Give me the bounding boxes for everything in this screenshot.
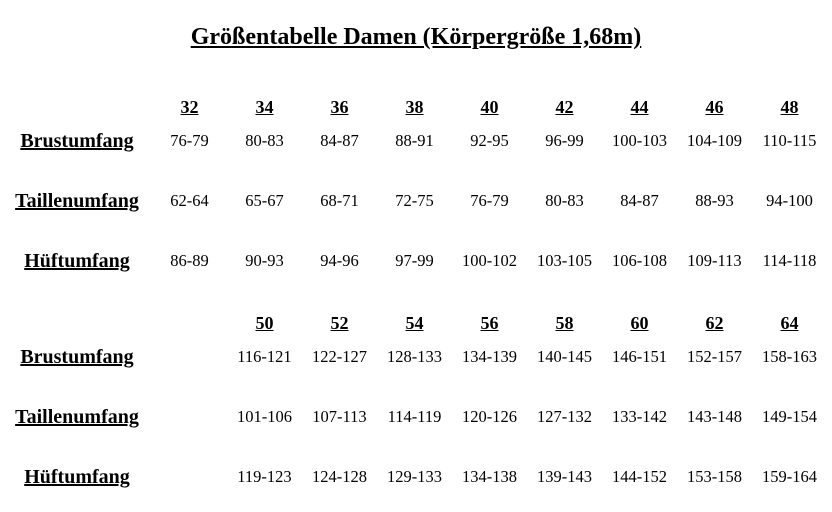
size-value: 84-87 [620,191,659,210]
size-value: 88-91 [395,131,434,150]
size-value: 92-95 [470,131,509,150]
row-label: Hüftumfang [24,465,130,488]
size-value: 153-158 [687,467,742,486]
size-value: 114-118 [762,251,817,270]
size-value: 146-151 [612,347,667,366]
size-header: 50 [255,312,274,333]
size-value: 116-121 [237,347,292,366]
size-value: 96-99 [545,131,584,150]
size-value: 119-123 [237,467,292,486]
size-value: 88-93 [695,191,734,210]
size-value: 144-152 [612,467,667,486]
size-value: 94-100 [766,191,813,210]
size-value: 129-133 [387,467,442,486]
size-value: 159-164 [762,467,817,486]
size-value: 139-143 [537,467,592,486]
row-label: Taillenumfang [15,189,139,212]
size-header-row-2 [2,310,832,336]
table-row-taillenumfang-1 [2,188,832,214]
row-label: Brustumfang [20,345,134,368]
size-value: 84-87 [320,131,359,150]
size-header: 34 [255,96,274,117]
size-header: 58 [555,312,574,333]
table-row-brustumfang-1 [2,128,832,154]
size-value: 80-83 [245,131,284,150]
size-value: 122-127 [312,347,367,366]
size-value: 68-71 [320,191,359,210]
size-value: 106-108 [612,251,667,270]
size-value: 134-138 [462,467,517,486]
size-value: 128-133 [387,347,442,366]
row-label: Taillenumfang [15,405,139,428]
size-header: 44 [630,96,649,117]
size-value: 103-105 [537,251,592,270]
size-value: 143-148 [687,407,742,426]
size-value: 114-119 [387,407,442,426]
size-value: 109-113 [687,251,742,270]
size-header: 60 [630,312,649,333]
size-value: 152-157 [687,347,742,366]
size-value: 100-103 [612,131,667,150]
size-header-row-1 [2,94,832,120]
size-value: 140-145 [537,347,592,366]
size-value: 110-115 [762,131,817,150]
size-value: 104-109 [687,131,742,150]
size-header: 64 [780,312,799,333]
size-header: 54 [405,312,424,333]
size-header: 56 [480,312,499,333]
size-value: 72-75 [395,191,434,210]
size-header: 32 [180,96,199,117]
table-row-taillenumfang-2 [2,404,832,430]
size-value: 62-64 [170,191,209,210]
size-table [2,94,832,490]
size-header: 62 [705,312,724,333]
size-value: 76-79 [170,131,209,150]
row-label: Hüftumfang [24,249,130,272]
size-value: 100-102 [462,251,517,270]
size-value: 134-139 [462,347,517,366]
row-label: Brustumfang [20,129,134,152]
table-row-hueftumfang-1 [2,248,832,274]
size-value: 101-106 [237,407,292,426]
size-header: 52 [330,312,349,333]
size-value: 120-126 [462,407,517,426]
size-header: 40 [480,96,499,117]
size-value: 80-83 [545,191,584,210]
size-value: 86-89 [170,251,209,270]
size-value: 107-113 [312,407,367,426]
size-header: 48 [780,96,799,117]
size-value: 94-96 [320,251,359,270]
table-row-hueftumfang-2 [2,464,832,490]
size-header: 42 [555,96,574,117]
size-value: 124-128 [312,467,367,486]
size-value: 149-154 [762,407,817,426]
page-title: Größentabelle Damen (Körpergröße 1,68m) [190,24,642,50]
size-header: 46 [705,96,724,117]
size-value: 127-132 [537,407,592,426]
size-value: 90-93 [245,251,284,270]
size-header: 38 [405,96,424,117]
size-value: 133-142 [612,407,667,426]
size-header: 36 [330,96,349,117]
size-value: 76-79 [470,191,509,210]
size-value: 97-99 [395,251,434,270]
table-row-brustumfang-2 [2,344,832,370]
size-value: 65-67 [245,191,284,210]
size-value: 158-163 [762,347,817,366]
